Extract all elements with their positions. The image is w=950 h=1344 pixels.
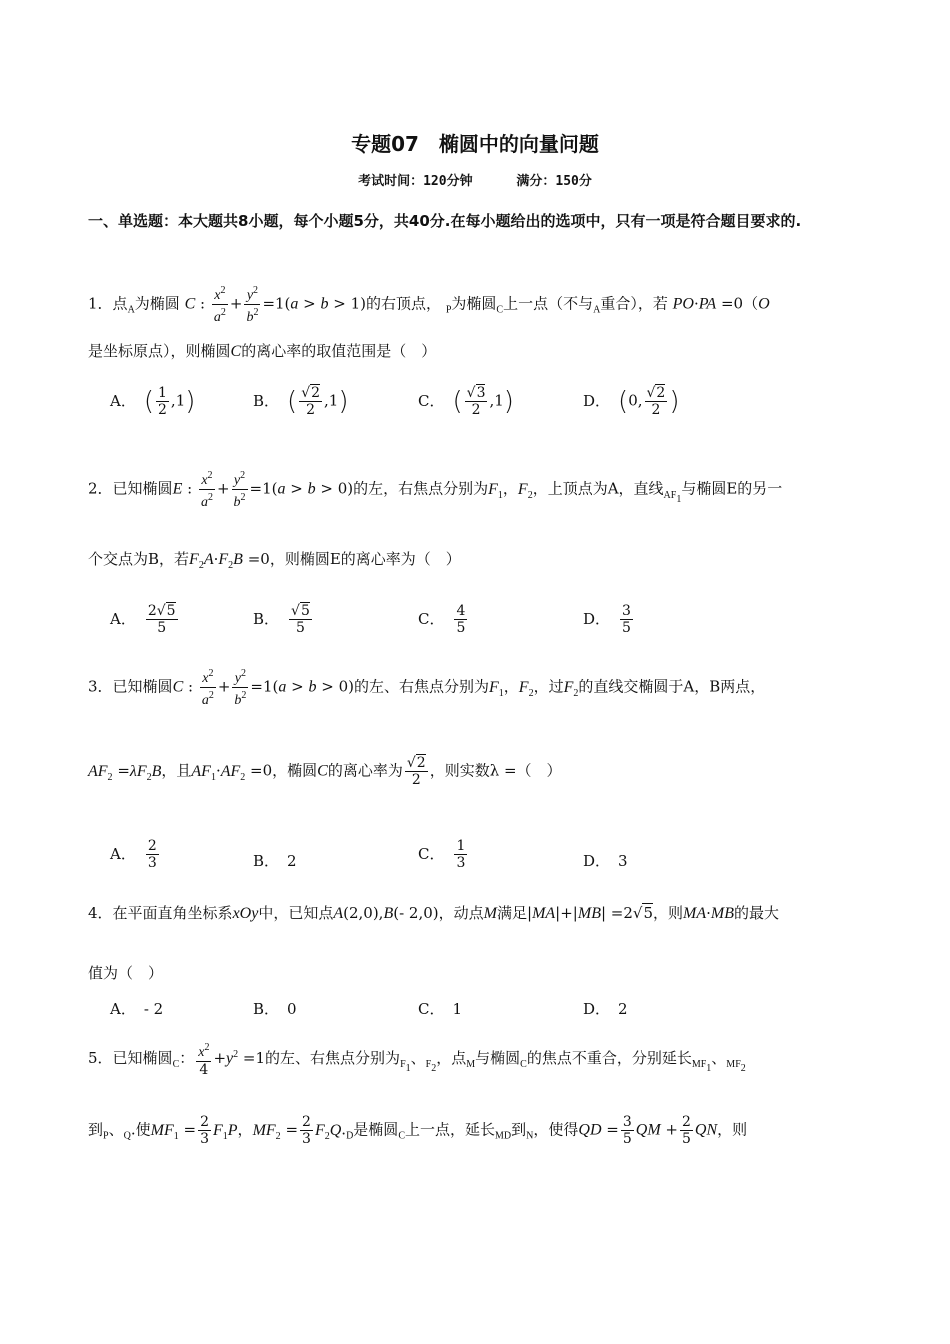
q5-line-2: 到$_P$、$_Q$.使$MF_1$ = $\frac{2}{3}$ $F_1P$，$MF_2$ = $\frac{2}{3}$ $F_2Q._D$是椭圆$_C$上一点，延长$_{MD}$到$_N$，使得QD = $\frac{3}{5}$ QM + $\frac{2}{5}$ QN，则	[88, 1114, 748, 1147]
q4-option-d[interactable]: D． 2	[583, 1000, 628, 1018]
q1-option-d[interactable]: D． (0, $\frac{√2}{2}$ )	[583, 385, 680, 418]
q4-option-c[interactable]: C． 1	[418, 1000, 463, 1018]
q2-option-d[interactable]: D． $\frac{3}{5}$	[583, 603, 631, 636]
q4-option-a[interactable]: A． - 2	[110, 1000, 164, 1018]
q1-option-b[interactable]: B． ( $\frac{√2}{2}$ ,1)	[253, 385, 349, 418]
q4-option-b[interactable]: B． 0	[253, 1000, 297, 1018]
q3-line-1: 3．已知椭圆C : $\frac{x^2}{a^2}$ + $\frac{y^2}{b^2}$ =1(a > b > 0)的左、右焦点分别为$F_1$，$F_2$，过$F_2$的直线交椭圆于A，B两点，	[88, 668, 766, 708]
q3-line-2: $AF_2 =\lambda F_2B$，且$AF_1\cdot AF_2 =0$，椭圆C的离心率为 $\frac{√2}{2}$ ，则实数λ =（ ）	[88, 755, 562, 788]
q1-option-a[interactable]: A． ( $\frac{1}{2}$ ,1)	[110, 385, 196, 418]
q3-option-d[interactable]: D． 3	[583, 852, 628, 870]
section-heading: 一、单选题：本大题共8小题，每个小题5分，共40分.在每小题给出的选项中，只有一项是符合题目要求的.	[88, 212, 802, 230]
q2-line-2: 个交点为B，若$F_2A\cdot F_2B =0$，则椭圆E的离心率为（ ）	[88, 550, 461, 571]
q3-option-a[interactable]: A． $\frac{2}{3}$	[110, 838, 157, 871]
q2-option-a[interactable]: A． $\frac{2√5}{5}$	[110, 603, 176, 636]
q1-line-1: 1．点$_A$为椭圆 C : $\frac{x^2}{a^2}$ + $\frac{y^2}{b^2}$ =1(a > b > 1)的右顶点， $_P$为椭圆$_C$上一点（不与$_A$重合），若 PO·PA =0（O	[88, 285, 770, 325]
q1-line-2: 是坐标原点），则椭圆C的离心率的取值范围是（ ）	[88, 342, 437, 360]
q5-line-1: 5．已知椭圆$_C$： $\frac{x^2}{4}$ $+y^2 =1$的左、右焦点分别为$_{F1}$、$_{F2}$，点$_M$与椭圆$_C$的焦点不重合，分别延长$_{MF1}$、$_{MF2}$	[88, 1042, 746, 1078]
q2-line-1: 2．已知椭圆E : $\frac{x^2}{a^2}$ + $\frac{y^2}{b^2}$ =1(a > b > 0)的左，右焦点分别为$F_1$，$F_2$，上顶点为A，直线$_{AF1}$与椭圆E的另一	[88, 470, 783, 510]
q4-line-1: 4．在平面直角坐标系xOy中，已知点A(2,0),B(- 2,0)，动点M满足|MA|+|MB| =2√5，则MA·MB的最大	[88, 904, 780, 922]
q3-option-c[interactable]: C． $\frac{1}{3}$	[418, 838, 466, 871]
exam-time: 考试时间：120分钟	[358, 174, 473, 189]
q1-option-c[interactable]: C． ( $\frac{√3}{2}$ ,1)	[418, 385, 514, 418]
q4-line-2: 值为（ ）	[88, 964, 164, 982]
q2-option-b[interactable]: B． $\frac{√5}{5}$	[253, 603, 310, 636]
exam-meta	[0, 170, 950, 189]
q2-option-c[interactable]: C． $\frac{4}{5}$	[418, 603, 466, 636]
exam-score: 满分：150分	[516, 174, 592, 189]
page-title: 专题07 椭圆中的向量问题	[351, 132, 599, 156]
q3-option-b[interactable]: B． 2	[253, 852, 297, 870]
